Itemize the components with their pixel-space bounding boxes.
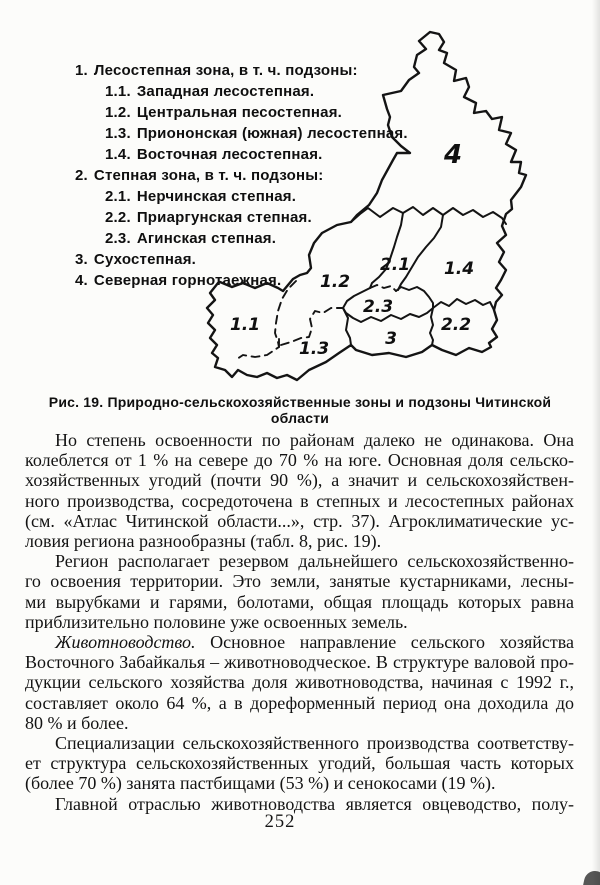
text-line: приблизительно половине уже освоенных земель. <box>25 611 408 632</box>
legend-item-number: 3. <box>75 251 88 268</box>
legend-item-label: Лесостепная зона, в т. ч. подзоны: <box>93 62 358 79</box>
text-line: дукции сельского хозяйства доля животноводства, начиная с 1992 г., <box>25 672 574 693</box>
zone-label-1-3: 1.3 <box>298 339 330 359</box>
zone-label-1-2: 1.2 <box>319 272 351 292</box>
zone-label-1-1: 1.1 <box>229 315 261 335</box>
text-line: 80 % и более. <box>25 712 129 733</box>
page-number: 252 <box>264 812 296 832</box>
legend-item-number: 2.1. <box>105 188 131 205</box>
legend-item-label: Восточная лесостепная. <box>136 146 323 163</box>
paragraph-5 <box>25 794 574 814</box>
legend-item-label: Северная горнотаежная. <box>93 272 282 289</box>
zone22-west-border <box>430 308 433 345</box>
text-line: ет структура сельскохозяйственных угодий, большая часть которых <box>25 753 574 774</box>
text-line: го освоения территории. Это земли, занятые кустарниками, лесны- <box>25 571 574 592</box>
legend-item-number: 2.3. <box>105 230 131 247</box>
zone21-east-border <box>398 215 443 290</box>
legend-item-label: Агинская степная. <box>136 230 277 247</box>
legend-item-number: 1. <box>75 62 88 79</box>
text-line <box>25 632 574 652</box>
text-line: Восточного Забайкалья – животноводческое. В структуре валовой про- <box>25 652 574 673</box>
zone21-west-border <box>370 213 403 288</box>
text-line: Главной отраслью животноводства является овцеводство, полу- <box>55 793 574 814</box>
legend-item-number: 1.1. <box>105 83 131 100</box>
legend-item-number: 1.4. <box>105 146 131 163</box>
zone22-north-border <box>433 299 494 310</box>
text-line: колеблется от 1 % на севере до 70 % на юге. Основная доля сельско- <box>25 450 574 471</box>
text-line: Но степень освоенности по районам далеко не одинакова. Она <box>55 430 574 450</box>
legend-item-label: Западная лесостепная. <box>136 83 315 100</box>
zone4-south-border <box>351 207 506 224</box>
text-line: (см. «Атлас Читинской области...», стр. 37). Агроклиматические ус- <box>25 510 574 531</box>
legend-item-number: 4. <box>75 272 88 289</box>
legend-item-number: 1.2. <box>105 104 131 121</box>
legend-item-label: Нерчинская степная. <box>136 188 297 205</box>
body-text <box>25 430 574 814</box>
zone-label-2-3: 2.3 <box>362 297 394 317</box>
text-line: хозяйственных угодий (почти 90 %), а значит и сельскохозяйствен- <box>25 470 574 491</box>
paragraph-lead-term: Животноводство. <box>55 632 196 653</box>
text-line: Регион располагает резервом дальнейшего сельскохозяйственно- <box>55 551 574 572</box>
text-line: составляет около 64 %, а в дореформенный период она доходила до <box>25 692 574 713</box>
text-line: ловия региона разнообразны (табл. 8, рис. 19). <box>25 531 382 552</box>
scan-corner-artifact <box>582 869 600 885</box>
paragraph-2 <box>25 551 574 632</box>
legend-item-label: Степная зона, в т. ч. подзоны: <box>93 167 324 184</box>
zone-label-2-2: 2.2 <box>440 315 472 335</box>
figure-caption: Рис. 19. Природно-сельскохозяйственные зоны и подзоны Читинской области <box>48 394 552 426</box>
legend-item-number: 1.3. <box>105 125 131 142</box>
paragraph-3 <box>25 632 574 733</box>
legend-item-label: Центральная песостепная. <box>136 104 343 121</box>
zone-label-1-4: 1.4 <box>443 259 475 279</box>
legend-item-label: Сухостепная. <box>93 251 197 268</box>
zone-label-2-1: 2.1 <box>379 255 411 275</box>
text-line: Основное направление сельского хозяйства <box>195 632 574 653</box>
text-line: ного производства, сосредоточена в степных и лесостепных районах <box>25 490 574 511</box>
zone-label-3: 3 <box>385 329 397 349</box>
text-line: (более 70 %) занята пастбищами (53 %) и сенокосами (19 %). <box>25 773 496 794</box>
zone-label-4: 4 <box>443 140 463 170</box>
paragraph-4 <box>25 733 574 794</box>
paragraph-1 <box>25 430 574 551</box>
text-line: ми вырубками и гарями, болотами, общая площадь которых равна <box>25 591 574 612</box>
text-line: Специализации сельскохозяйственного производства соответству- <box>55 733 574 754</box>
zones-map <box>205 25 535 390</box>
zone23-dashed-border <box>370 285 396 291</box>
legend-item-label: Приононская (южная) лесостепная. <box>136 125 408 142</box>
legend-item-label: Приаргунская степная. <box>136 209 312 226</box>
legend-item-number: 2. <box>75 167 88 184</box>
legend-item-number: 2.2. <box>105 209 131 226</box>
